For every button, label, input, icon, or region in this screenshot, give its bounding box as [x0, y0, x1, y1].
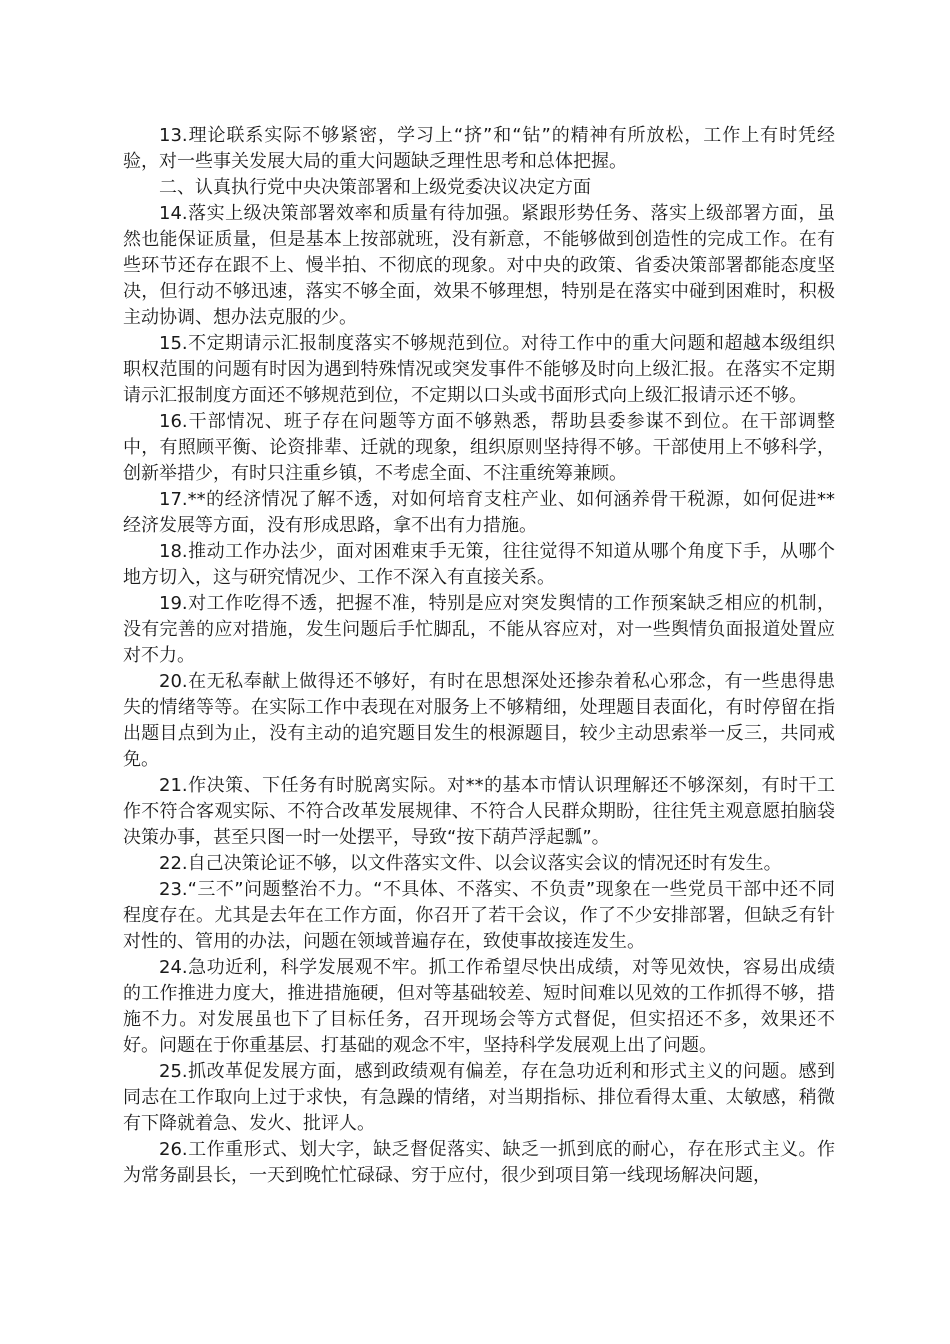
- paragraph-21: 21.作决策、下任务有时脱离实际。对**的基本市情认识理解还不够深刻，有时干工作不符合客观实际、不符合改革发展规律、不符合人民群众期盼，往往凭主观意愿拍脑袋决策办事，甚至只图一时一处摆平，导致“按下葫芦浮起瓢”。: [123, 775, 835, 848]
- paragraph-23: 23.“三不”问题整治不力。“不具体、不落实、不负责”现象在一些党员干部中还不同程度存在。尤其是去年在工作方面，你召开了若干会议，作了不少安排部署，但缺乏有针对性的、管用的办法，问题在领域普遍存在，致使事故接连发生。: [123, 879, 835, 952]
- paragraph-22: 22.自己决策论证不够，以文件落实文件、以会议落实会议的情况还时有发生。: [159, 853, 782, 874]
- paragraph-14: 14.落实上级决策部署效率和质量有待加强。紧跟形势任务、落实上级部署方面，虽然也能保证质量，但是基本上按部就班，没有新意，不能够做到创造性的完成工作。在有些环节还存在跟不上、慢半拍、不彻底的现象。对中央的政策、省委决策部署都能态度坚决，但行动不够迅速，落实不够全面，效果不够理想，特别是在落实中碰到困难时，积极主动协调、想办法克服的少。: [123, 203, 835, 328]
- paragraph-19: 19.对工作吃得不透，把握不准，特别是应对突发舆情的工作预案缺乏相应的机制，没有完善的应对措施，发生问题后手忙脚乱，不能从容应对，对一些舆情负面报道处置应对不力。: [123, 593, 835, 666]
- paragraph-15: 15.不定期请示汇报制度落实不够规范到位。对待工作中的重大问题和超越本级组织职权范围的问题有时因为遇到特殊情况或突发事件不能够及时向上级汇报。在落实不定期请示汇报制度方面还不够规范到位，不定期以口头或书面形式向上级汇报请示还不够。: [123, 333, 835, 406]
- document-page: [123, 123, 835, 1189]
- section-heading-2: 二、认真执行党中央决策部署和上级党委决议决定方面: [159, 177, 591, 198]
- paragraph-13: 13.理论联系实际不够紧密，学习上“挤”和“钻”的精神有所放松，工作上有时凭经验，对一些事关发展大局的重大问题缺乏理性思考和总体把握。: [123, 125, 835, 172]
- paragraph-24: 24.急功近利，科学发展观不牢。抓工作希望尽快出成绩，对等见效快，容易出成绩的工作推进力度大，推进措施硬，但对等基础较差、短时间难以见效的工作抓得不够，措施不力。对发展虽也下了目标任务，召开现场会等方式督促，但实招还不多，效果还不好。问题在于你重基层、打基础的观念不牢，坚持科学发展观上出了问题。: [123, 957, 835, 1056]
- paragraph-17: 17.**的经济情况了解不透，对如何培育支柱产业、如何涵养骨干税源，如何促进**经济发展等方面，没有形成思路，拿不出有力措施。: [123, 489, 835, 536]
- paragraph-18: 18.推动工作办法少，面对困难束手无策，往往觉得不知道从哪个角度下手，从哪个地方切入，这与研究情况少、工作不深入有直接关系。: [123, 541, 835, 588]
- paragraph-20: 20.在无私奉献上做得还不够好，有时在思想深处还掺杂着私心邪念，有一些患得患失的情绪等等。在实际工作中表现在对服务上不够精细，处理题目表面化，有时停留在指出题目点到为止，没有主动的追究题目发生的根源题目，较少主动思索举一反三，共同戒免。: [123, 671, 835, 770]
- paragraph-16: 16.干部情况、班子存在问题等方面不够熟悉，帮助县委参谋不到位。在干部调整中，有照顾平衡、论资排辈、迁就的现象，组织原则坚持得不够。干部使用上不够科学，创新举措少，有时只注重乡镇，不考虑全面、不注重统筹兼顾。: [123, 411, 835, 484]
- paragraph-26: 26.工作重形式、划大字，缺乏督促落实、缺乏一抓到底的耐心，存在形式主义。作为常务副县长，一天到晚忙忙碌碌、穷于应付，很少到项目第一线现场解决问题，: [123, 1139, 835, 1186]
- paragraph-25: 25.抓改革促发展方面，感到政绩观有偏差，存在急功近利和形式主义的问题。感到同志在工作取向上过于求快，有急躁的情绪，对当期指标、排位看得太重、太敏感，稍微有下降就着急、发火、批评人。: [123, 1061, 835, 1134]
